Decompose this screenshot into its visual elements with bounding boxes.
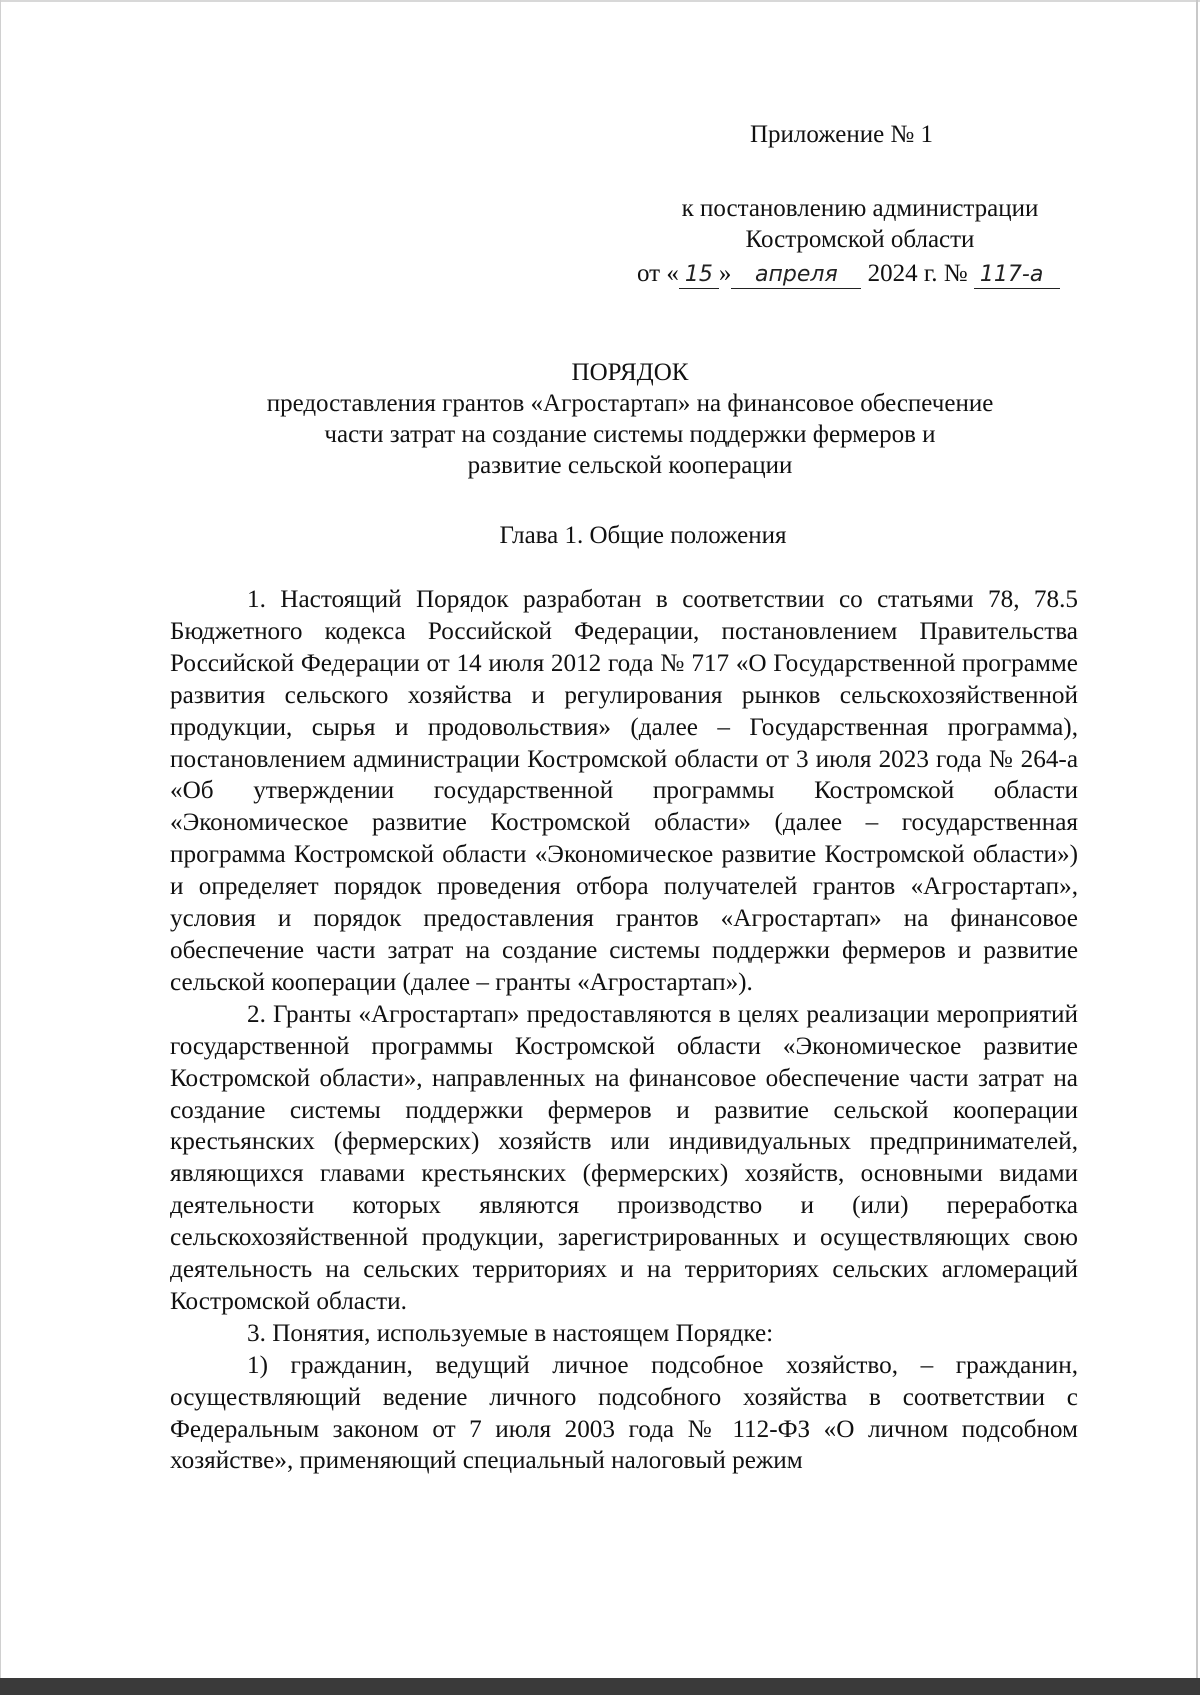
- date-quote-close: »: [718, 260, 732, 287]
- document-title: [180, 357, 1080, 481]
- scan-bottom-edge: [0, 1678, 1200, 1695]
- resolution-date-line: [637, 258, 1060, 289]
- paragraph-3: 3. Понятия, используемые в настоящем Порядке:: [247, 1319, 774, 1347]
- page-edge-left: [0, 0, 1, 1695]
- chapter-heading: Глава 1. Общие положения: [499, 522, 787, 549]
- date-prefix: от «: [637, 260, 679, 287]
- paragraph-3-item-1: 1) гражданин, ведущий личное подсобное хозяйство, – гражданин, осуществляющий ведение личного подсобного хозяйства в соответствии с Федеральным законом от 7 июля 2003 года № 112-ФЗ «О личном подсобном хозяйстве», применяющий специальный налоговый режим: [170, 1351, 1078, 1475]
- attachment-title: Приложение № 1: [750, 121, 934, 148]
- title-line: предоставления грантов «Агростартап» на финансовое обеспечение: [266, 390, 994, 417]
- document-body: [170, 584, 1078, 1477]
- page-edge-top: [0, 0, 1200, 2]
- title-line: части затрат на создание системы поддержки фермеров и: [324, 421, 936, 448]
- page-edge-right: [1196, 0, 1198, 1695]
- paragraph-1: 1. Настоящий Порядок разработан в соответствии со статьями 78, 78.5 Бюджетного кодекса Российской Федерации, постановлением Правительства Российской Федерации от 14 июля 2012 года № 717 «О Государственной программе развития сельского хозяйства и регулирования рынков сельскохозяйственной продукции, сырья и продовольствия» (далее – Государственная программа), постановлением администрации Костромской области от 3 июля 2023 года № 264-а «Об утверждении государственной программы Костромской области «Экономическое развитие Костромской области» (далее – государственная программа Костромской области «Экономическое развитие Костромской области») и определяет порядок проведения отбора получателей грантов «Агростартап», условия и порядок предоставления грантов «Агростартап» на финансовое обеспечение части затрат на создание системы поддержки фермеров и развитие сельской кооперации (далее – гранты «Агростартап»).: [170, 586, 1078, 996]
- resolution-region: Костромской области: [745, 226, 975, 253]
- handwritten-month: апреля: [731, 262, 861, 289]
- title-heading: ПОРЯДОК: [571, 359, 689, 386]
- paragraph-2: 2. Гранты «Агростартап» предоставляются в целях реализации мероприятий государственной программы Костромской области «Экономическое развитие Костромской области», направленных на финансовое обеспечение части затрат на создание системы поддержки фермеров и развитие сельской кооперации крестьянских (фермерских) хозяйств или индивидуальных предпринимателей, являющихся главами крестьянских (фермерских) хозяйств, основными видами деятельности которых являются производство и (или) переработка сельскохозяйственной продукции, зарегистрированных и осуществляющих свою деятельность на сельских территориях и на территориях сельских агломераций Костромской области.: [170, 1000, 1078, 1315]
- title-line: развитие сельской кооперации: [467, 452, 793, 479]
- resolution-reference: [600, 193, 1120, 255]
- resolution-line: к постановлению администрации: [681, 195, 1039, 222]
- date-year: 2024 г. №: [867, 260, 968, 287]
- handwritten-day: 15: [679, 262, 719, 289]
- handwritten-number: 117-а: [974, 262, 1060, 289]
